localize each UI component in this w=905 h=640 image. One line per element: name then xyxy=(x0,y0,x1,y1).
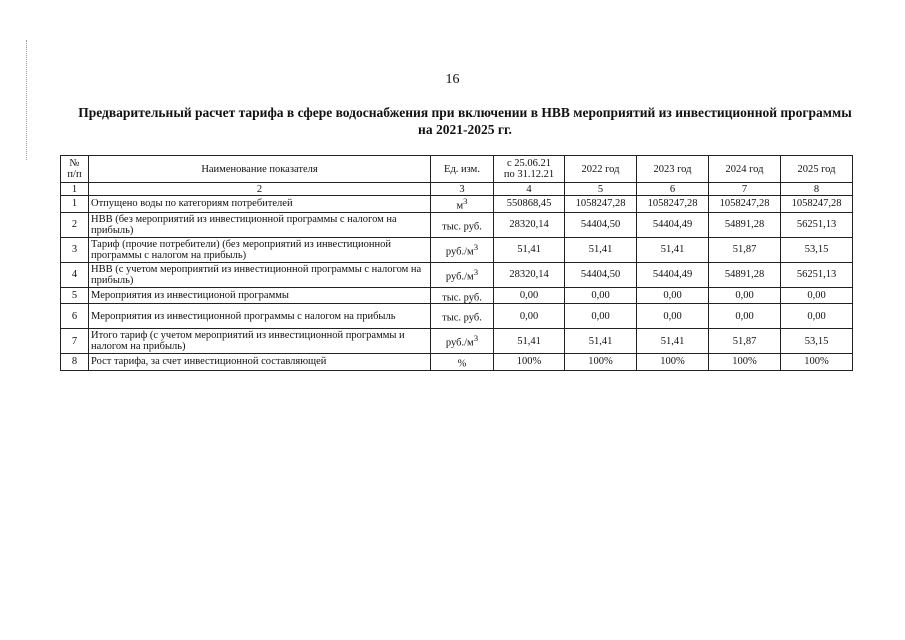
header-period-2021-line2: по 31.12.21 xyxy=(503,169,555,180)
table-row xyxy=(61,329,853,354)
cell-value: 28320,14 xyxy=(494,212,565,237)
unit-base: % xyxy=(457,358,467,370)
row-indicator-name: Тариф (прочие потребители) (без мероприятий из инвестиционной программы с налогом на прибыль) xyxy=(89,237,431,262)
column-index: 3 xyxy=(431,183,494,196)
cell-value: 56251,13 xyxy=(781,262,853,287)
table-row xyxy=(61,262,853,287)
cell-value: 54404,49 xyxy=(637,262,709,287)
header-num-line1: № xyxy=(69,158,80,169)
cell-value: 51,41 xyxy=(494,329,565,354)
unit-base: руб./м xyxy=(445,337,474,349)
cell-value: 0,00 xyxy=(781,304,853,329)
cell-value: 0,00 xyxy=(709,287,781,304)
cell-value: 28320,14 xyxy=(494,262,565,287)
table-row xyxy=(61,237,853,262)
header-period-2021-line1: с 25.06.21 xyxy=(506,158,552,169)
cell-value: 56251,13 xyxy=(781,212,853,237)
page-number: 16 xyxy=(445,72,460,87)
table-row xyxy=(61,212,853,237)
unit-base: руб./м xyxy=(445,271,474,283)
row-indicator-name: НВВ (без мероприятий из инвестиционной программы с налогом на прибыль) xyxy=(89,212,431,237)
header-2022: 2022 год xyxy=(565,156,637,183)
cell-value: 1058247,28 xyxy=(637,196,709,213)
row-unit xyxy=(431,329,494,354)
header-period-2021 xyxy=(494,156,565,183)
cell-value: 100% xyxy=(494,354,565,371)
row-number: 4 xyxy=(61,262,89,287)
cell-value: 0,00 xyxy=(565,287,637,304)
cell-value: 100% xyxy=(565,354,637,371)
header-num-line2: п/п xyxy=(67,169,82,180)
cell-value: 51,41 xyxy=(637,329,709,354)
cell-value: 100% xyxy=(709,354,781,371)
column-index-row xyxy=(61,183,853,196)
unit-base: тыс. руб. xyxy=(442,312,482,324)
table-row xyxy=(61,287,853,304)
column-index: 6 xyxy=(637,183,709,196)
header-name: Наименование показателя xyxy=(89,156,431,183)
cell-value: 53,15 xyxy=(781,329,853,354)
cell-value: 0,00 xyxy=(494,304,565,329)
cell-value: 1058247,28 xyxy=(781,196,853,213)
table-row xyxy=(61,196,853,213)
row-indicator-name: Мероприятия из инвестиционой программы xyxy=(89,287,431,304)
cell-value: 0,00 xyxy=(637,304,709,329)
row-unit xyxy=(431,196,494,213)
unit-base: тыс. руб. xyxy=(442,292,482,303)
row-number: 8 xyxy=(61,354,89,371)
cell-value: 550868,45 xyxy=(494,196,565,213)
cell-value: 53,15 xyxy=(781,237,853,262)
column-index: 5 xyxy=(565,183,637,196)
row-unit xyxy=(431,212,494,237)
column-index: 1 xyxy=(61,183,89,196)
header-num xyxy=(61,156,89,183)
cell-value: 54891,28 xyxy=(709,212,781,237)
row-indicator-name: НВВ (с учетом мероприятий из инвестиционной программы с налогом на прибыль) xyxy=(89,262,431,287)
unit-base: руб./м xyxy=(445,246,474,258)
tariff-table xyxy=(60,155,853,371)
cell-value: 51,41 xyxy=(494,237,565,262)
row-unit xyxy=(431,304,494,329)
row-number: 7 xyxy=(61,329,89,354)
cell-value: 1058247,28 xyxy=(709,196,781,213)
row-unit xyxy=(431,237,494,262)
cell-value: 51,87 xyxy=(709,237,781,262)
cell-value: 1058247,28 xyxy=(565,196,637,213)
column-index: 8 xyxy=(781,183,853,196)
unit-base: м xyxy=(456,200,464,212)
cell-value: 0,00 xyxy=(494,287,565,304)
unit-superscript: 3 xyxy=(473,333,479,344)
cell-value: 0,00 xyxy=(565,304,637,329)
row-number: 3 xyxy=(61,237,89,262)
column-index: 2 xyxy=(89,183,431,196)
header-2024: 2024 год xyxy=(709,156,781,183)
row-unit xyxy=(431,262,494,287)
cell-value: 54404,50 xyxy=(565,262,637,287)
cell-value: 0,00 xyxy=(637,287,709,304)
cell-value: 100% xyxy=(637,354,709,371)
column-index: 4 xyxy=(494,183,565,196)
unit-superscript: 3 xyxy=(473,266,479,277)
header-2025: 2025 год xyxy=(781,156,853,183)
header-unit: Ед. изм. xyxy=(431,156,494,183)
document-title: Предварительный расчет тарифа в сфере водоснабжения при включении в НВВ мероприятий из инвестиционной программы на 2021-2025 гг. xyxy=(78,105,852,137)
header-2023: 2023 год xyxy=(637,156,709,183)
cell-value: 0,00 xyxy=(781,287,853,304)
binding-margin-line xyxy=(26,40,27,160)
column-index: 7 xyxy=(709,183,781,196)
row-indicator-name: Итого тариф (с учетом мероприятий из инвестиционной программы и налогом на прибыль) xyxy=(89,329,431,354)
cell-value: 100% xyxy=(781,354,853,371)
unit-base: тыс. руб. xyxy=(442,221,482,233)
cell-value: 0,00 xyxy=(709,304,781,329)
cell-value: 54891,28 xyxy=(709,262,781,287)
unit-superscript: 3 xyxy=(463,196,468,206)
row-number: 5 xyxy=(61,287,89,304)
cell-value: 54404,50 xyxy=(565,212,637,237)
table-header-row xyxy=(61,156,853,183)
row-indicator-name: Мероприятия из инвестиционной программы с налогом на прибыль xyxy=(89,304,431,329)
row-indicator-name: Рост тарифа, за счет инвестиционной составляющей xyxy=(89,354,431,371)
cell-value: 54404,49 xyxy=(637,212,709,237)
row-unit xyxy=(431,287,494,304)
cell-value: 51,41 xyxy=(565,237,637,262)
unit-superscript: 3 xyxy=(473,241,479,252)
cell-value: 51,87 xyxy=(709,329,781,354)
row-number: 1 xyxy=(61,196,89,213)
row-indicator-name: Отпущено воды по категориям потребителей xyxy=(89,196,431,213)
table-row xyxy=(61,304,853,329)
cell-value: 51,41 xyxy=(637,237,709,262)
cell-value: 51,41 xyxy=(565,329,637,354)
row-number: 6 xyxy=(61,304,89,329)
table-row xyxy=(61,354,853,371)
row-unit xyxy=(431,354,494,371)
row-number: 2 xyxy=(61,212,89,237)
